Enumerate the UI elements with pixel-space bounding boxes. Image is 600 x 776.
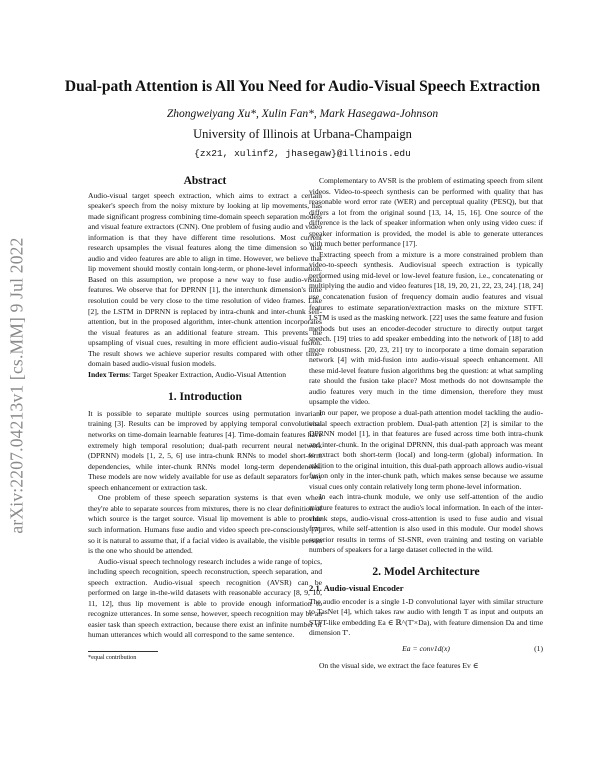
right-column: [309, 176, 543, 671]
equation-1: [309, 644, 543, 655]
paper-authors: Zhongweiyang Xu*, Xulin Fan*, Mark Hasegawa-Johnson: [166, 108, 439, 120]
left-column: [88, 176, 322, 662]
arxiv-id-text: arXiv:2207.04213v1 [cs.MM] 9 Jul 2022: [6, 236, 27, 534]
footnote-rule: [88, 651, 158, 652]
intro-paragraph-3: Audio-visual speech technology research includes a wide range of topics, including speech recognition, speech reconstruction, speech separation, and speech extraction. Audio-visual speech recognition (AVSR) can be performed on large in-the-wild datasets with reasonable accuracy [8, 9, 10, 11, 12], thus lip movement is able to provide enough information to recognize utterances. In some sense, however, speech recognition may be an easier task than speech extraction, because there exist an infinite number of human utterances which would all correspond to the same sentence.: [88, 556, 322, 640]
right-paragraph-3: In our paper, we propose a dual-path attention model tackling the audio-visual speech extraction problem. Dual-path attention [2] is similar to the DPRNN model [1], in that features are fused across time both intra-chunk and inter-chunk. In the original DPRNN, this dual-path approach was meant to extract both short-term (local) and long-term (global) information. In addition to the original intuition, this dual-path approach allows audio-visual fusion only in the inter-chunk path, which makes sense because we assume visual cues only contain relatively long term phone-level information.: [309, 408, 543, 491]
abstract-text: Audio-visual target speech extraction, which aims to extract a certain speaker's speech from the noisy mixture by looking at lip movements, has made significant progress combining time-domain speech separation models and visual feature extractors (CNN). One problem of fusing audio and video information is that they have different time resolutions. Most current research upsamples the visual features along the time dimension so that audio and video features are able to align in time. However, we believe that lip movement should mostly contain long-term, or phone-level information. Based on this assumption, we propose a new way to fuse audio-visual features. We observe that for DPRNN [1], the interchunk dimension's time resolution could be very close to the time resolution of video frames. Like [2], the LSTM in DPRNN is replaced by intra-chunk and inter-chunk self-attention, but in the proposed algorithm, inter-chunk attention incorporates the visual features as an additional feature stream. This prevents the upsampling of visual cues, resulting in more efficient audio-visual fusion. The result shows we achieve superior results compared with other time-domain based audio-visual fusion models.: [88, 190, 322, 369]
equation-number: (1): [534, 643, 543, 653]
encoder-paragraph: The audio encoder is a single 1-D convolutional layer with similar structure to TasNet [4], which takes raw audio with length T as input and outputs an STFT-like embedding Ea ∈ ℝ^(T'×Da), with feature dimension Da and time dimension T'.: [309, 596, 543, 638]
model-heading: 2. Model Architecture: [372, 565, 480, 578]
intro-paragraph-1: It is possible to separate multiple sources using permutation invariant training [3]. Results can be improved by applying temporal convolutional networks on time-domain learnable features [4]. Time-domain features have extremely high temporal resolution; dual-path recurrent neural network (DPRNN) models [1, 2, 5, 6] use intra-chunk RNNs to model short-term dependencies, while inter-chunk RNNs model long-term dependencies. These models are now widely available for use as default separators for any speech enhancement or extraction task.: [88, 408, 322, 492]
abstract-heading: Abstract: [183, 175, 227, 187]
right-paragraph-4: In each intra-chunk module, we only use self-attention of the audio mixture features to extract the audio's local information. In each of the inter-chunk steps, audio-visual cross-attention is used to fuse audio and visual features, while self-attention is also used in this module. Our model shows superior results in terms of SI-SNR, even training and testing on variable numbers of speakers for a large dataset collected in the wild.: [309, 492, 543, 555]
equation-text: Ea = conv1d(x): [402, 643, 450, 653]
right-paragraph-1: Complementary to AVSR is the problem of estimating speech from silent videos. Video-to-speech synthesis can be performed with quality that has reasonable word error rate (WER) and perceptual quality (PESQ), but that differs a lot from the original sound [13, 14, 15, 16]. One source of the difference is the lack of speaker information when only using video cues: if speaker information is provided, the model is able to generate utterances with much better performance [17].: [309, 176, 543, 249]
visual-paragraph: On the visual side, we extract the face features Ev ∈: [319, 660, 479, 670]
index-terms-text: : Target Speaker Extraction, Audio-Visual Attention: [128, 369, 287, 379]
paper-affiliation: University of Illinois at Urbana-Champaign: [193, 127, 412, 141]
index-terms-label: Index Terms: [88, 369, 129, 379]
intro-heading: 1. Introduction: [168, 391, 242, 404]
arxiv-identifier: [2, 190, 32, 580]
footnote: *equal contribution: [88, 653, 137, 661]
index-terms: [88, 370, 322, 381]
encoder-subheading: 2.1. Audio-visual Encoder: [309, 583, 404, 594]
intro-paragraph-2: One problem of these speech separation systems is that even when they're able to separate sources from mixtures, there is no clear definition of which source is the target source. Visual lip movement is able to provide such information. Humans fuse audio and video speech pre-consciously [7], so it is natural to assume that, if a facial video is available, the visible person is the one who should be attended.: [88, 493, 322, 556]
paper-title: Dual-path Attention is All You Need for Audio-Visual Speech Extraction: [64, 78, 541, 95]
paper-email: {zx21, xulinf2, jhasegaw}@illinois.edu: [194, 148, 411, 159]
right-paragraph-2: Extracting speech from a mixture is a more constrained problem than video-to-speech synthesis. Audiovisual speech extraction is typically performed using mid-level or low-level feature fusion, i.e., concatenating or multiplying the audio and video features [18, 19, 20, 21, 22, 23, 24]. [18, 24] use concatenation fusion of frequency domain audio features and visual features to estimate separation/extraction masks on the mixture STFT. LSTM is used as the masking network. [22] uses the same feature and fusion methods but uses an encoder-decoder structure to directly output target speech. [19] tries to add speaker embedding into the network of [18] to add more robustness. [20, 23, 21] try to incorporate a time domain separation network [4] with mid-fusion into audio-visual speech enhancement. All these mid-level feature fusion algorithms beg the question: at what sampling rate should the fusion take place? Most methods do not downsample the audio features very much in the time dimension, therefore they must upsample the video.: [309, 249, 543, 407]
